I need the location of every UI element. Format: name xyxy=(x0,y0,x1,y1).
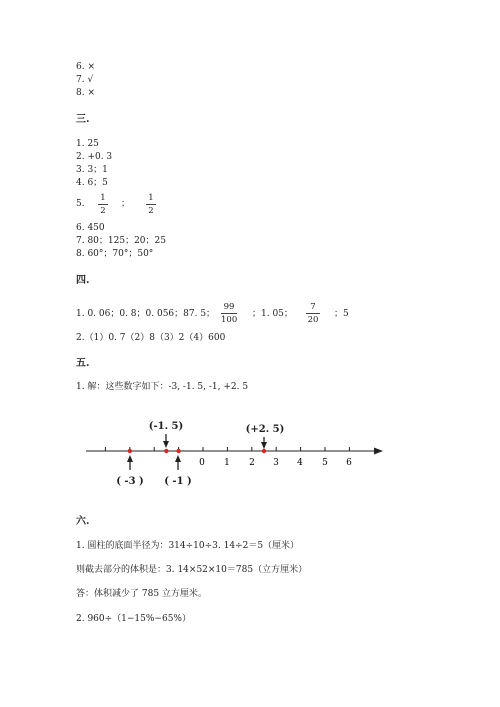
fraction-numerator: 7 xyxy=(310,302,316,312)
s3-answer-3: 3. 3；1 xyxy=(76,165,108,175)
tick-label-0: 0 xyxy=(199,458,205,468)
arrow-down-icon xyxy=(261,442,267,449)
section-5-heading: 五. xyxy=(76,358,90,369)
s3-answer-4: 4. 6；5 xyxy=(76,178,108,188)
tick-label-1: 1 xyxy=(224,458,230,468)
fraction-denominator: 2 xyxy=(100,206,106,216)
s4-answer-1-prefix: 1. 0. 06；0. 8；0. 056；87. 5； xyxy=(76,309,216,319)
s3-answer-1: 1. 25 xyxy=(76,139,99,149)
number-line-point xyxy=(262,449,266,453)
tick-label-6: 6 xyxy=(346,458,352,468)
s4-answer-2: 2.（1）0. 7（2）8（3）2（4）600 xyxy=(76,333,226,343)
s4-fraction-2 xyxy=(306,302,320,325)
fraction-numerator: 1 xyxy=(100,193,106,203)
label-negative-1: ( -1 ) xyxy=(164,476,192,487)
s3-answer-7: 7. 80；125；20；25 xyxy=(76,236,166,246)
tick-labels xyxy=(199,458,352,468)
section-4-heading: 四. xyxy=(76,275,90,286)
s6-line-2: 则截去部分的体积是：3. 14×52×10＝785（立方厘米） xyxy=(76,565,308,575)
axis-arrow-icon xyxy=(374,448,383,455)
label-negative-3: ( -3 ) xyxy=(116,476,144,487)
s4-fraction-1 xyxy=(221,302,237,325)
s3-answer-8: 8. 60°；70°；50° xyxy=(76,249,154,259)
s6-line-3: 答：体积减少了 785 立方厘米。 xyxy=(76,589,207,599)
s4-answer-1-mid: ；1. 05； xyxy=(252,309,293,319)
tick-label-2: 2 xyxy=(249,458,255,468)
section-3-heading: 三. xyxy=(76,114,90,125)
s3-answer-6: 6. 450 xyxy=(76,223,105,233)
s6-line-1: 1. 圆柱的底面半径为：314÷10÷3. 14÷2＝5（厘米） xyxy=(76,541,300,551)
answer-7: 7. √ xyxy=(76,75,94,85)
answer-8: 8. × xyxy=(76,88,95,98)
fraction-denominator: 20 xyxy=(307,315,319,325)
fraction-denominator: 100 xyxy=(221,315,238,325)
arrow-up-icon xyxy=(127,455,133,462)
fraction-numerator: 99 xyxy=(223,302,235,312)
arrow-down-icon xyxy=(163,441,169,448)
label-negative-1-5: (-1. 5) xyxy=(148,421,184,432)
fraction-numerator: 1 xyxy=(148,193,154,203)
number-line-figure xyxy=(0,412,500,492)
answer-6: 6. × xyxy=(76,62,95,72)
s6-line-4: 2. 960÷（1−15%−65%） xyxy=(76,614,191,624)
tick-label-3: 3 xyxy=(273,458,279,468)
tick-label-5: 5 xyxy=(322,458,328,468)
label-positive-2-5: (+2. 5) xyxy=(245,424,285,435)
s4-answer-1-suffix: ；5 xyxy=(334,309,349,319)
arrow-up-icon xyxy=(175,455,181,462)
s3-fraction-1 xyxy=(98,193,108,216)
number-line-point xyxy=(164,449,168,453)
s3-answer-5-label: 5. xyxy=(76,199,85,209)
s5-answer-1: 1. 解：这些数字如下：-3, -1. 5, -1, +2. 5 xyxy=(76,382,249,392)
section-6-heading: 六. xyxy=(76,516,90,527)
tick-marks xyxy=(105,447,349,451)
tick-label-4: 4 xyxy=(297,458,303,468)
s3-separator: ； xyxy=(121,199,131,209)
number-line-point xyxy=(176,449,180,453)
number-line-point xyxy=(128,449,132,453)
s3-answer-2: 2. +0. 3 xyxy=(76,152,113,162)
s3-fraction-2 xyxy=(146,193,156,216)
fraction-denominator: 2 xyxy=(148,206,154,216)
